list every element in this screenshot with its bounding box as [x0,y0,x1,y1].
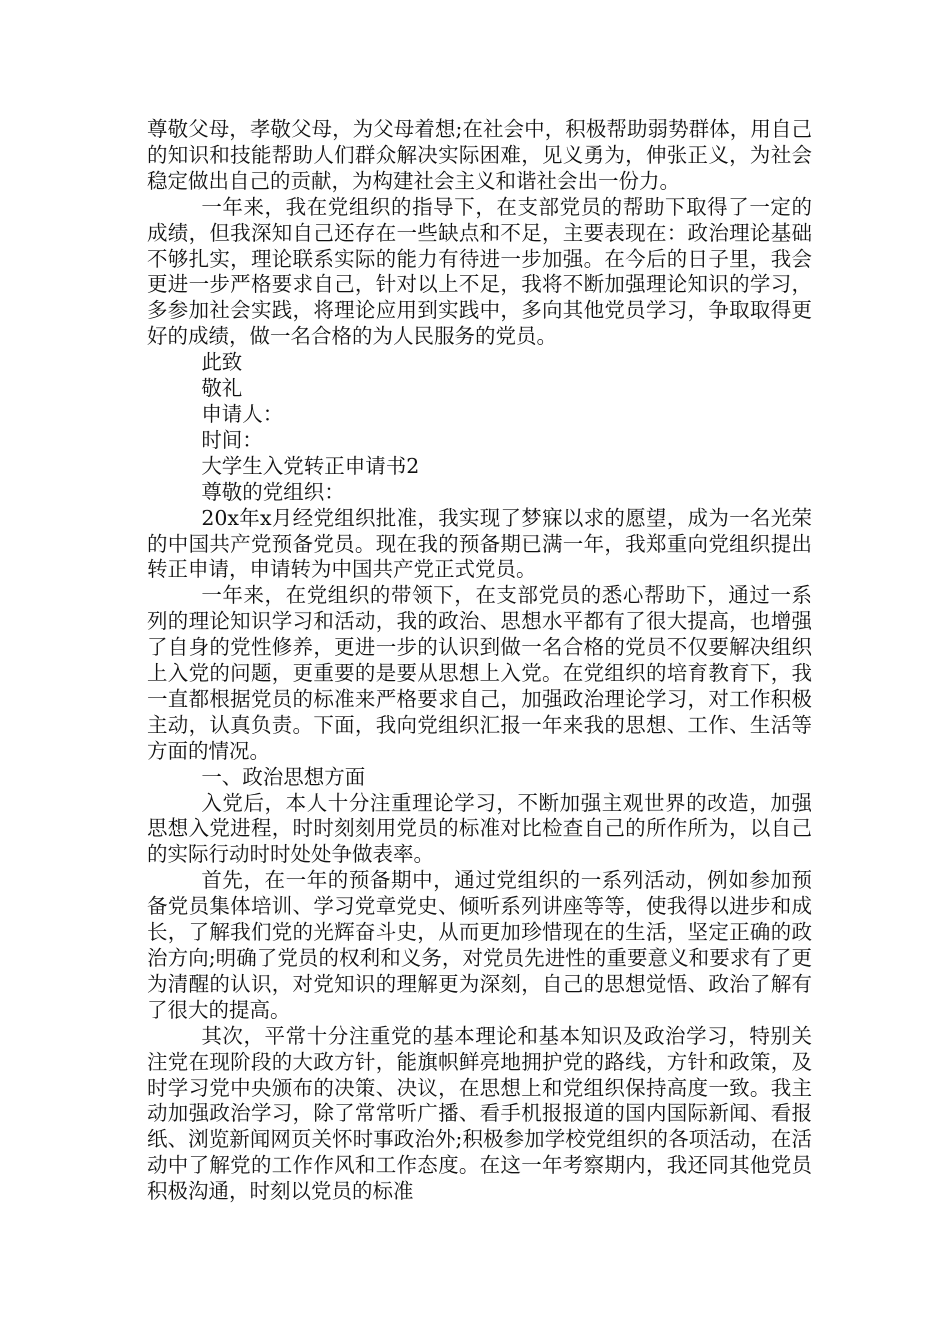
paragraph-intro-continuation: 尊敬父母，孝敬父母，为父母着想;在社会中，积极帮助弱势群体，用自己的知识和技能帮助人们群众解决实际困难，见义勇为，伸张正义，为社会稳定做出自己的贡献，为构建社会主义和谐社会出一份力。 [147,117,812,193]
greeting: 尊敬的党组织： [201,479,345,504]
date-label: 时间： [201,427,263,452]
applicant-label: 申请人： [201,401,284,426]
paragraph-year-review: 一年来，在党组织的带领下，在支部党员的悉心帮助下，通过一系列的理论知识学习和活动，我的政治、思想水平都有了很大提高，也增强了自身的党性修养，更进一步的认识到做一名合格的党员不仅要解决组织上入党的问题，更重要的是要从思想上入党。在党组织的培育教育下，我一直都根据党员的标准来严格要求自己，加强政治理论学习，对工作积极主动，认真负责。下面，我向党组织汇报一年来我的思想、工作、生活等方面的情况。 [147,583,812,763]
closing-regards: 敬礼 [201,376,243,401]
subheading-political-thought: 一、政治思想方面 [201,764,366,789]
paragraph-second: 其次，平常十分注重党的基本理论和基本知识及政治学习，特别关注党在现阶段的大政方针，能旗帜鲜亮地拥护党的路线，方针和政策，及时学习党中央颁布的决策、决议，在思想上和党组织保持高度一致。我主动加强政治学习，除了常常听广播、看手机报报道的国内国际新闻、看报纸、浏览新闻网页关怀时事政治外;积极参加学校党组织的各项活动，在活动中了解党的工作作风和工作态度。在这一年考察期内，我还同其他党员积极沟通，时刻以党员的标准 [147,1023,812,1204]
section-title: 大学生入党转正申请书2 [201,453,420,478]
paragraph-first: 首先，在一年的预备期中，通过党组织的一系列活动，例如参加预备党员集体培训、学习党章党史、倾听系列讲座等等，使我得以进步和成长，了解我们党的光辉奋斗史，从而更加珍惜现在的生活，坚定正确的政治方向;明确了党员的权利和义务，对党员先进性的重要意义和要求有了更为清醒的认识，对党知识的理解更为深刻，自己的思想觉悟、政治了解有了很大的提高。 [147,868,812,1022]
paragraph-shortcomings: 一年来，我在党组织的指导下，在支部党员的帮助下取得了一定的成绩，但我深知自己还存在一些缺点和不足，主要表现在：政治理论基础不够扎实，理论联系实际的能力有待进一步加强。在今后的日子里，我会更进一步严格要求自己，针对以上不足，我将不断加强理论知识的学习，多参加社会实践，将理论应用到实践中，多向其他党员学习，争取取得更好的成绩，做一名合格的为人民服务的党员。 [147,194,812,349]
closing-salutation: 此致 [201,350,243,375]
paragraph-approval: 20x年x月经党组织批准，我实现了梦寐以求的愿望，成为一名光荣的中国共产党预备党员。现在我的预备期已满一年，我郑重向党组织提出转正申请，申请转为中国共产党正式党员。 [147,505,812,582]
paragraph-theory-study: 入党后，本人十分注重理论学习，不断加强主观世界的改造，加强思想入党进程，时时刻刻用党员的标准对比检查自己的所作所为，以自己的实际行动时时处处争做表率。 [147,790,812,867]
document-page [147,117,812,1205]
